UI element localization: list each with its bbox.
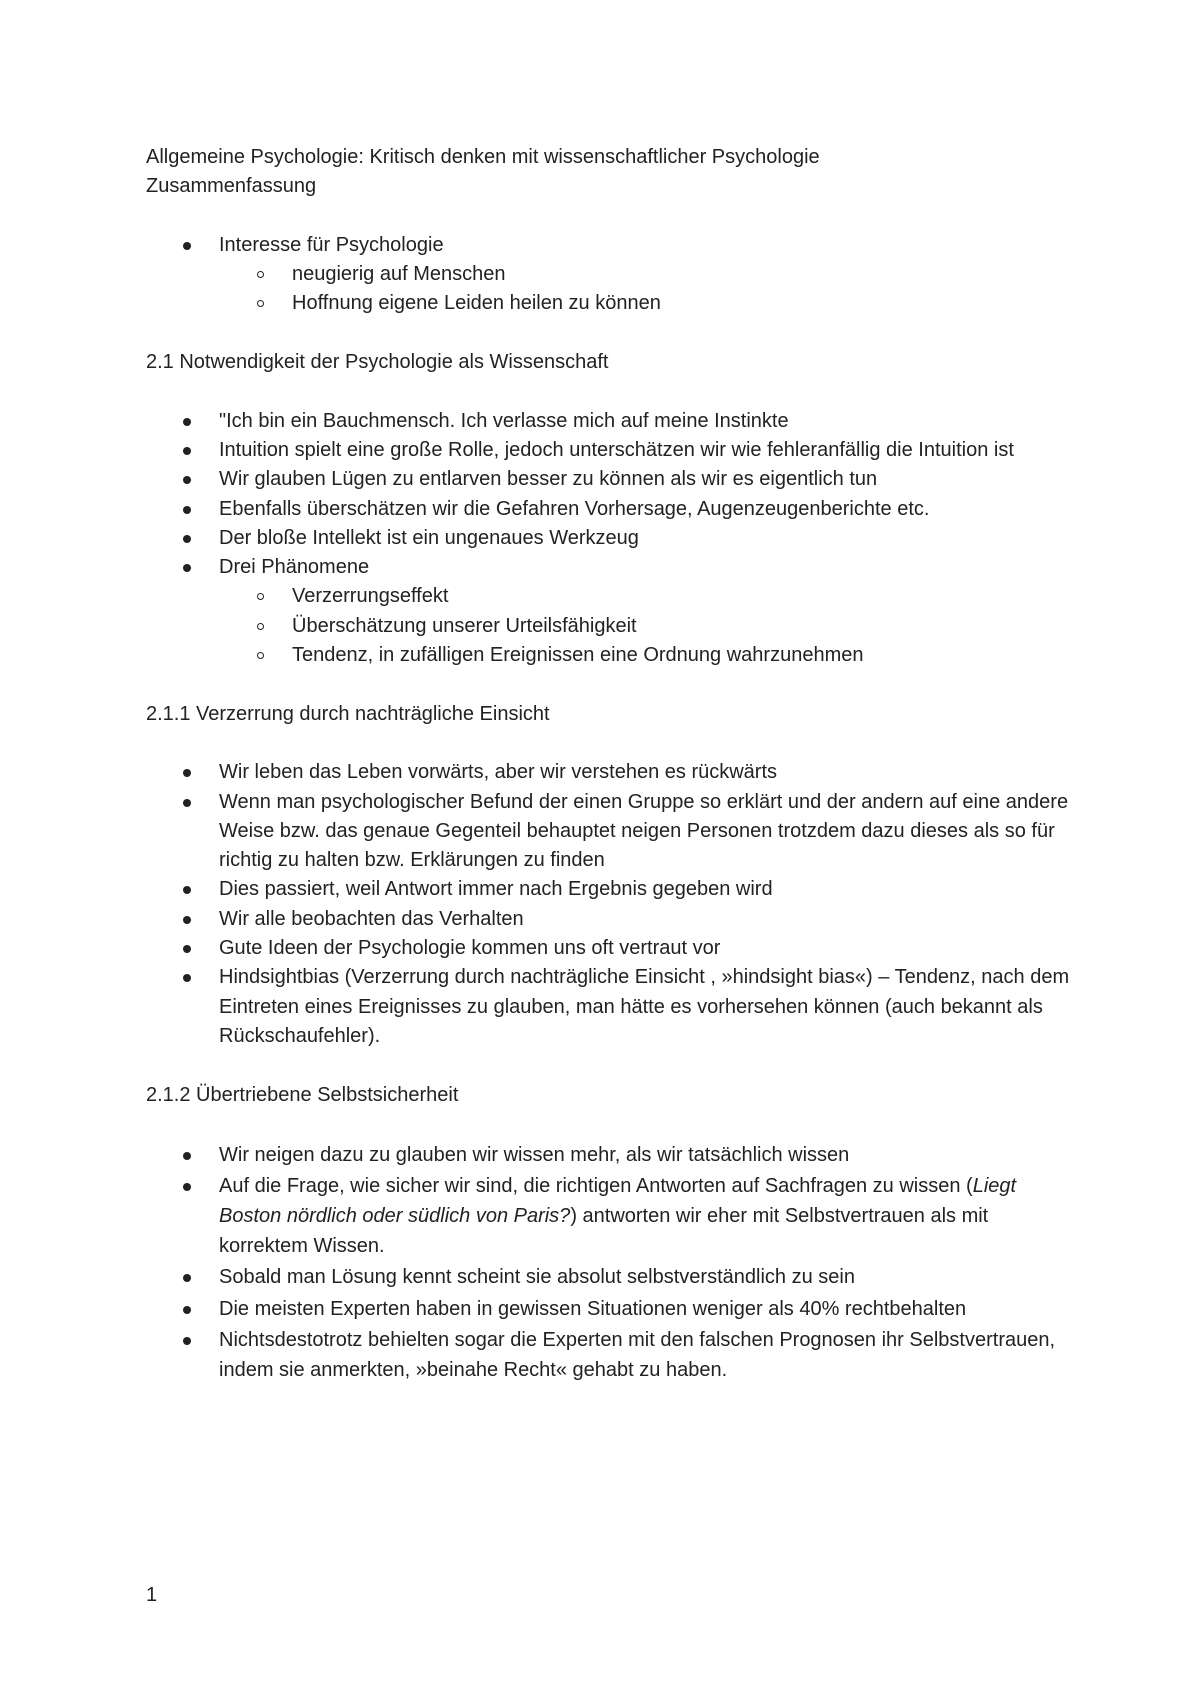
list-item: Wir glauben Lügen zu entlarven besser zu können als wir es eigentlich tun — [219, 465, 1076, 494]
bullet-icon — [183, 476, 191, 484]
bullet-icon — [183, 242, 191, 250]
list-item: Wir alle beobachten das Verhalten — [219, 905, 1076, 934]
list-item: Gute Ideen der Psychologie kommen uns oft vertraut vor — [219, 934, 1076, 963]
list-item: Wir leben das Leben vorwärts, aber wir verstehen es rückwärts — [219, 758, 1076, 787]
list-item: Wenn man psychologischer Befund der einen Gruppe so erklärt und der andern auf eine andere Weise bzw. das genaue Gegenteil behauptet neigen Personen trotzdem dazu dieses als so für richtig zu halten bzw. Erklärungen zu finden — [219, 788, 1076, 876]
list-item: Überschätzung unserer Urteilsfähigkeit — [292, 612, 1076, 641]
document-title: Allgemeine Psychologie: Kritisch denken mit wissenschaftlicher Psychologie — [146, 146, 820, 168]
bullet-icon — [183, 1152, 191, 1160]
bullet-icon — [183, 799, 191, 807]
circle-bullet-icon — [257, 593, 264, 600]
list-item: Intuition spielt eine große Rolle, jedoch unterschätzen wir wie fehleranfällig die Intuition ist — [219, 436, 1076, 465]
list-item: Sobald man Lösung kennt scheint sie absolut selbstverständlich zu sein — [219, 1263, 1076, 1293]
list-item: Tendenz, in zufälligen Ereignissen eine Ordnung wahrzunehmen — [292, 641, 1076, 670]
example-question: Liegt Boston nördlich oder südlich von Paris? — [219, 1175, 1017, 1227]
circle-bullet-icon — [257, 300, 264, 307]
bullet-icon — [183, 974, 191, 982]
bullet-icon — [183, 1183, 191, 1191]
list-item: Nichtsdestotrotz behielten sogar die Experten mit den falschen Prognosen ihr Selbstvertrauen, indem sie anmerkten, »beinahe Recht« gehabt zu haben. — [219, 1326, 1076, 1385]
bullet-icon — [183, 916, 191, 924]
section-2-1-1-list — [146, 758, 1076, 1051]
list-item: Verzerrungseffekt — [292, 582, 1076, 611]
page-number: 1 — [146, 1584, 158, 1606]
list-item: Dies passiert, weil Antwort immer nach Ergebnis gegeben wird — [219, 875, 1076, 904]
intro-sublist — [219, 260, 1076, 319]
list-item: neugierig auf Menschen — [292, 260, 1076, 289]
circle-bullet-icon — [257, 652, 264, 659]
list-item: Die meisten Experten haben in gewissen Situationen weniger als 40% rechtbehalten — [219, 1295, 1076, 1325]
bullet-icon — [183, 564, 191, 572]
document-page — [146, 143, 1076, 1388]
list-item: Interesse für Psychologie neugierig auf Menschen Hoffnung eigene Leiden heilen zu können — [219, 231, 1076, 319]
bullet-icon — [183, 1306, 191, 1314]
list-item: Der bloße Intellekt ist ein ungenaues Werkzeug — [219, 524, 1076, 553]
list-item: Wir neigen dazu zu glauben wir wissen mehr, als wir tatsächlich wissen — [219, 1141, 1076, 1171]
list-item: "Ich bin ein Bauchmensch. Ich verlasse mich auf meine Instinkte — [219, 407, 1076, 436]
list-item: Auf die Frage, wie sicher wir sind, die richtigen Antworten auf Sachfragen zu wissen (Liegt Boston nördlich oder südlich von Paris?) antworten wir eher mit Selbstvertrauen als mit korrektem Wissen. — [219, 1172, 1076, 1261]
intro-list — [146, 231, 1076, 319]
circle-bullet-icon — [257, 623, 264, 630]
bullet-icon — [183, 1337, 191, 1345]
bullet-icon — [183, 506, 191, 514]
list-item: Hoffnung eigene Leiden heilen zu können — [292, 289, 1076, 318]
bullet-icon — [183, 1274, 191, 1282]
section-2-1-list — [146, 407, 1076, 671]
document-subtitle: Zusammenfassung — [146, 175, 317, 198]
bullet-icon — [183, 535, 191, 543]
bullet-icon — [183, 447, 191, 455]
circle-bullet-icon — [257, 271, 264, 278]
bullet-icon — [183, 418, 191, 426]
bullet-icon — [183, 769, 191, 777]
heading-2-1-1: 2.1.1 Verzerrung durch nachträgliche Einsicht — [146, 702, 550, 725]
heading-2-1-2: 2.1.2 Übertriebene Selbstsicherheit — [146, 1083, 459, 1106]
section-2-1-2-list — [146, 1141, 1076, 1386]
list-item: Drei Phänomene Verzerrungseffekt Überschätzung unserer Urteilsfähigkeit Tendenz, in zufälligen Ereignissen eine Ordnung wahrzunehmen — [219, 553, 1076, 670]
section-2-1-sublist — [219, 582, 1076, 670]
heading-2-1: 2.1 Notwendigkeit der Psychologie als Wissenschaft — [146, 351, 609, 374]
bullet-icon — [183, 886, 191, 894]
bullet-icon — [183, 945, 191, 953]
list-item: Ebenfalls überschätzen wir die Gefahren Vorhersage, Augenzeugenberichte etc. — [219, 495, 1076, 524]
list-item: Hindsightbias (Verzerrung durch nachträgliche Einsicht , »hindsight bias«) – Tendenz, nach dem Eintreten eines Ereignisses zu glauben, man hätte es vorhersehen können (auch bekannt als Rückschaufehler). — [219, 963, 1076, 1051]
